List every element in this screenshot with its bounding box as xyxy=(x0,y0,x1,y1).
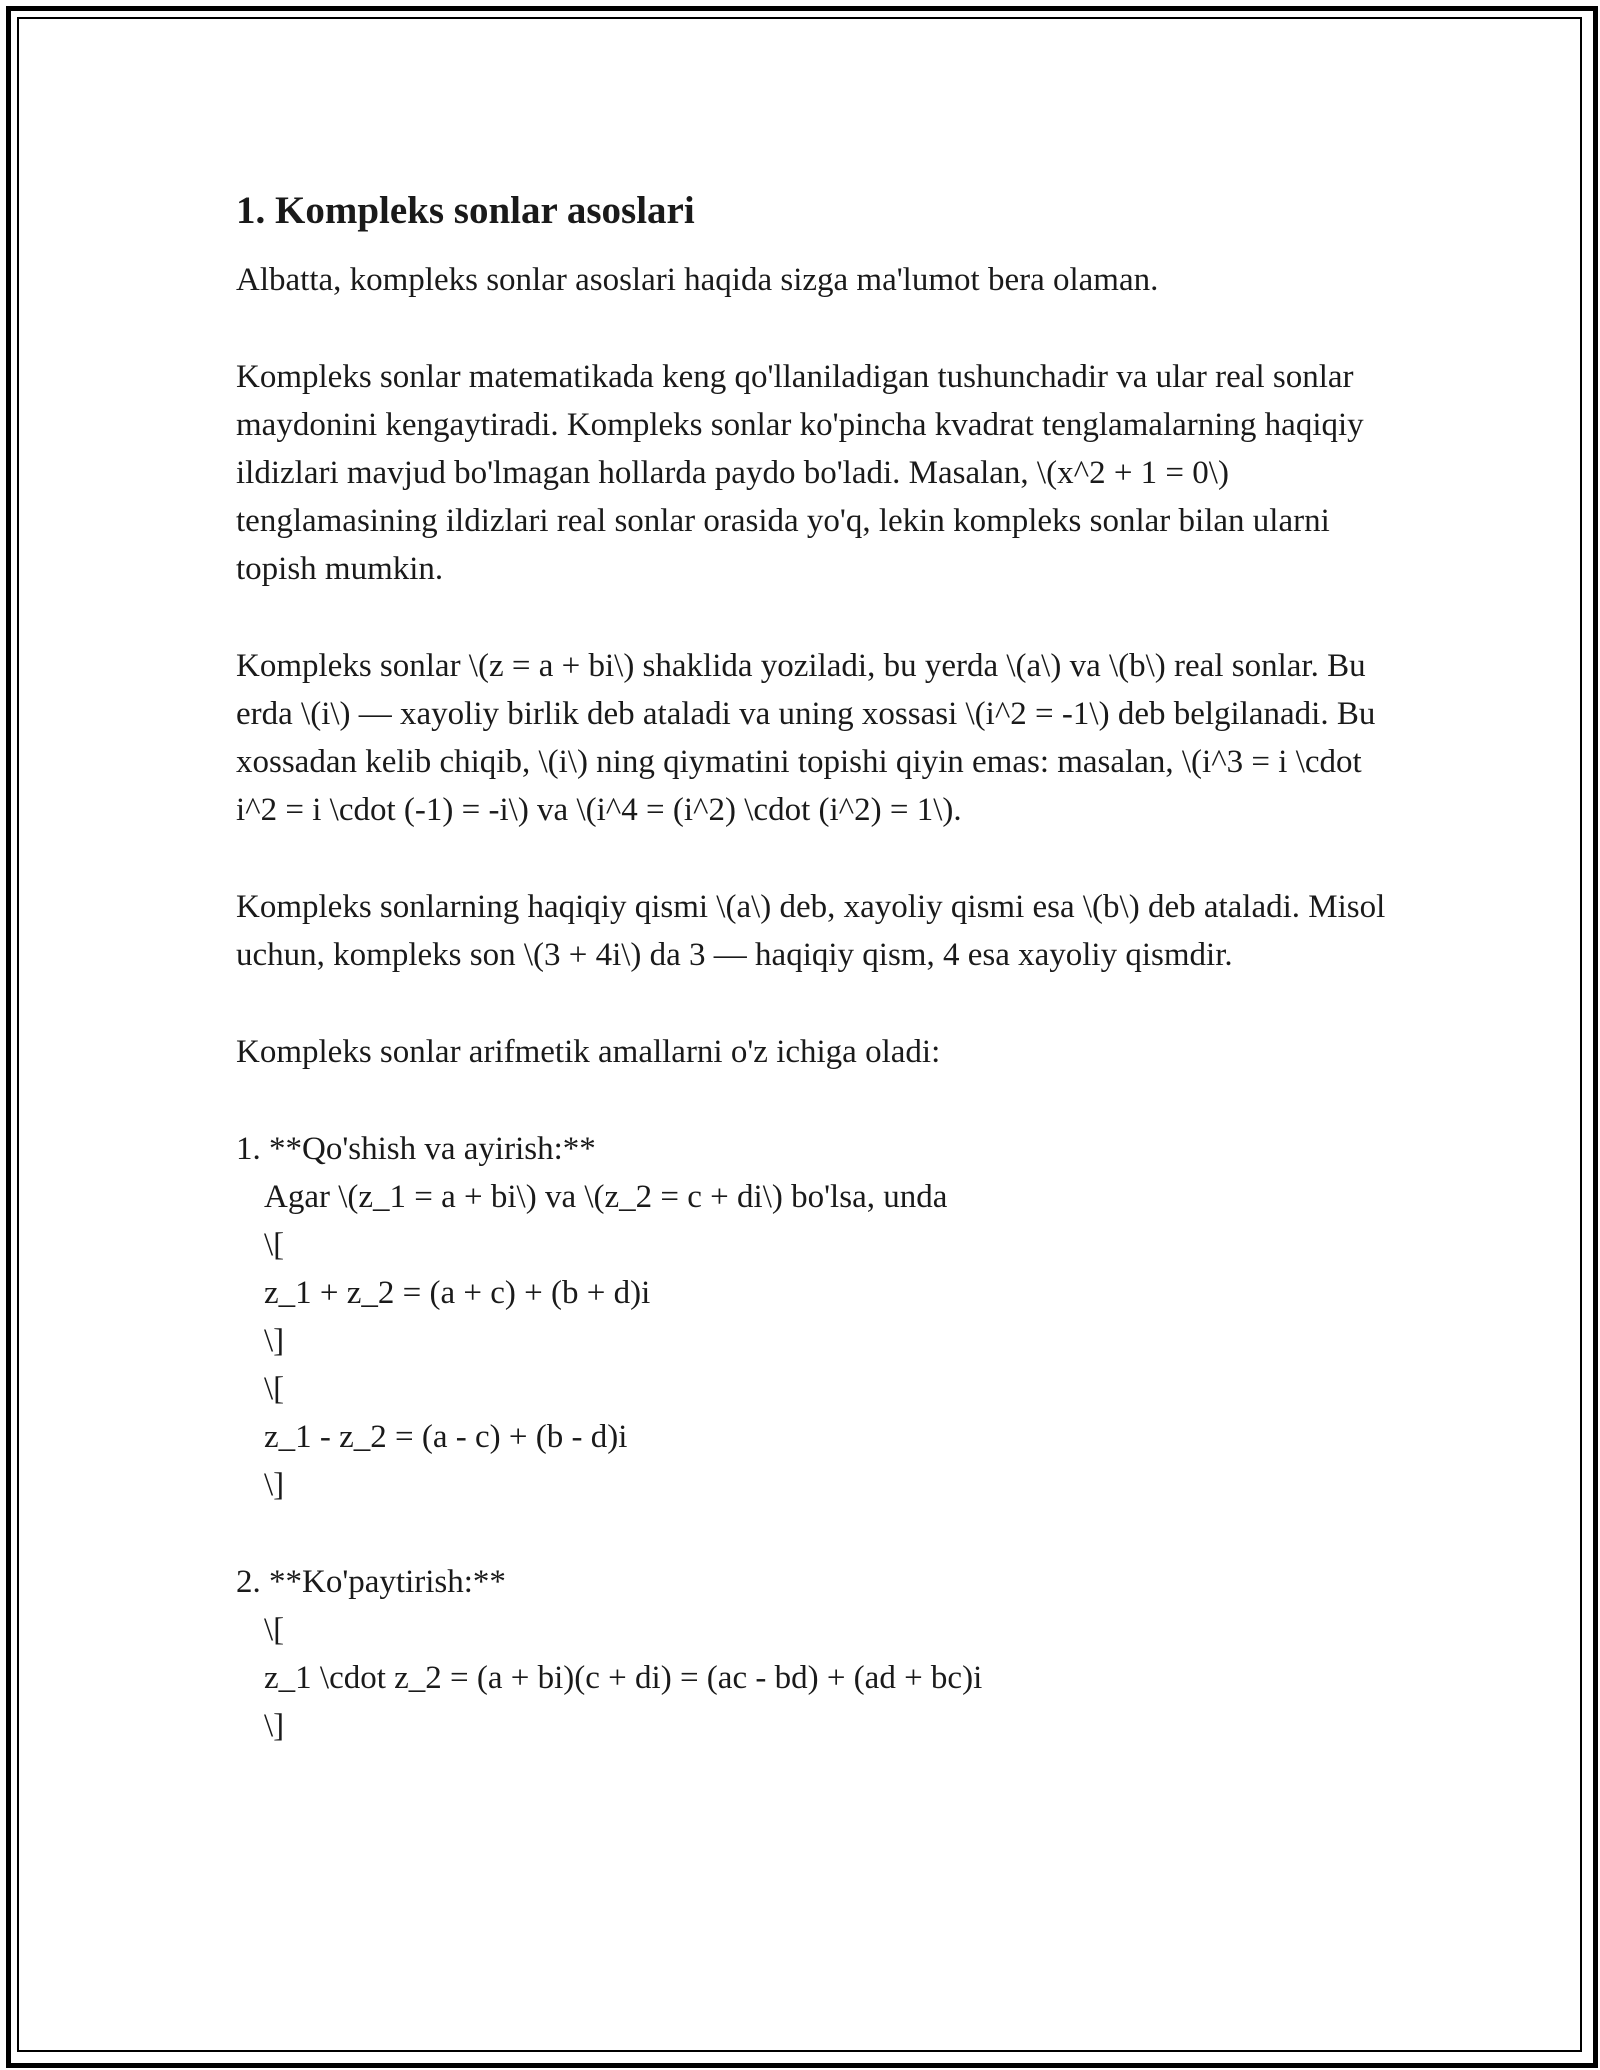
form-paragraph: Kompleks sonlar \(z = a + bi\) shaklida yoziladi, bu yerda \(a\) va \(b\) real sonlar. Bu erda \(i\) — xayoliy birlik deb ataladi va uning xossasi \(i^2 = -1\) deb belgilanadi. Bu xossadan kelib chiqib, \(i\) ning qiymatini topishi qiyin emas: masalan, \(i^3 = i \cdot i^2 = i \cdot (-1) = -i\) va \(i^4 = (i^2) \cdot (i^2) = 1\). xyxy=(236,648,1376,828)
list-item-title: 2. **Ko'paytirish:** xyxy=(236,1564,506,1600)
list-item-title: 1. **Qo'shish va ayirish:** xyxy=(236,1131,596,1167)
list-item-line: \[ xyxy=(264,1371,285,1407)
document-body xyxy=(236,186,1386,1799)
parts-paragraph: Kompleks sonlarning haqiqiy qismi \(a\) deb, xayoliy qismi esa \(b\) deb ataladi. Misol uchun, kompleks son \(3 + 4i\) da 3 — haqiqiy qism, 4 esa xayoliy qismdir. xyxy=(236,889,1386,973)
operations-intro-paragraph: Kompleks sonlar arifmetik amallarni o'z ichiga oladi: xyxy=(236,1034,941,1070)
list-item-line: \] xyxy=(264,1467,285,1503)
list-item-line: Agar \(z_1 = a + bi\) va \(z_2 = c + di\) bo'lsa, unda xyxy=(264,1179,948,1215)
list-item-line: \[ xyxy=(264,1612,285,1648)
list-item-line: \] xyxy=(264,1323,285,1359)
intro-paragraph: Albatta, kompleks sonlar asoslari haqida sizga ma'lumot bera olaman. xyxy=(236,262,1159,298)
list-item-line: \] xyxy=(264,1708,285,1744)
definition-paragraph: Kompleks sonlar matematikada keng qo'llaniladigan tushunchadir va ular real sonlar maydonini kengaytiradi. Kompleks sonlar ko'pincha kvadrat tenglamalarning haqiqiy ildizlari mavjud bo'lmagan hollarda paydo bo'ladi. Masalan, \(x^2 + 1 = 0\) tenglamasining ildizlari real sonlar orasida yo'q, lekin kompleks sonlar bilan ularni topish mumkin. xyxy=(236,359,1364,587)
section-heading: 1. Kompleks sonlar asoslari xyxy=(236,189,695,232)
list-item-multiplication xyxy=(236,1558,1386,1750)
list-item-line: \[ xyxy=(264,1227,285,1263)
list-item-line: z_1 - z_2 = (a - c) + (b - d)i xyxy=(264,1419,628,1455)
list-item-line: z_1 + z_2 = (a + c) + (b + d)i xyxy=(264,1275,651,1311)
list-item-line: z_1 \cdot z_2 = (a + bi)(c + di) = (ac - bd) + (ad + bc)i xyxy=(264,1660,983,1696)
list-item-addition xyxy=(236,1125,1386,1509)
